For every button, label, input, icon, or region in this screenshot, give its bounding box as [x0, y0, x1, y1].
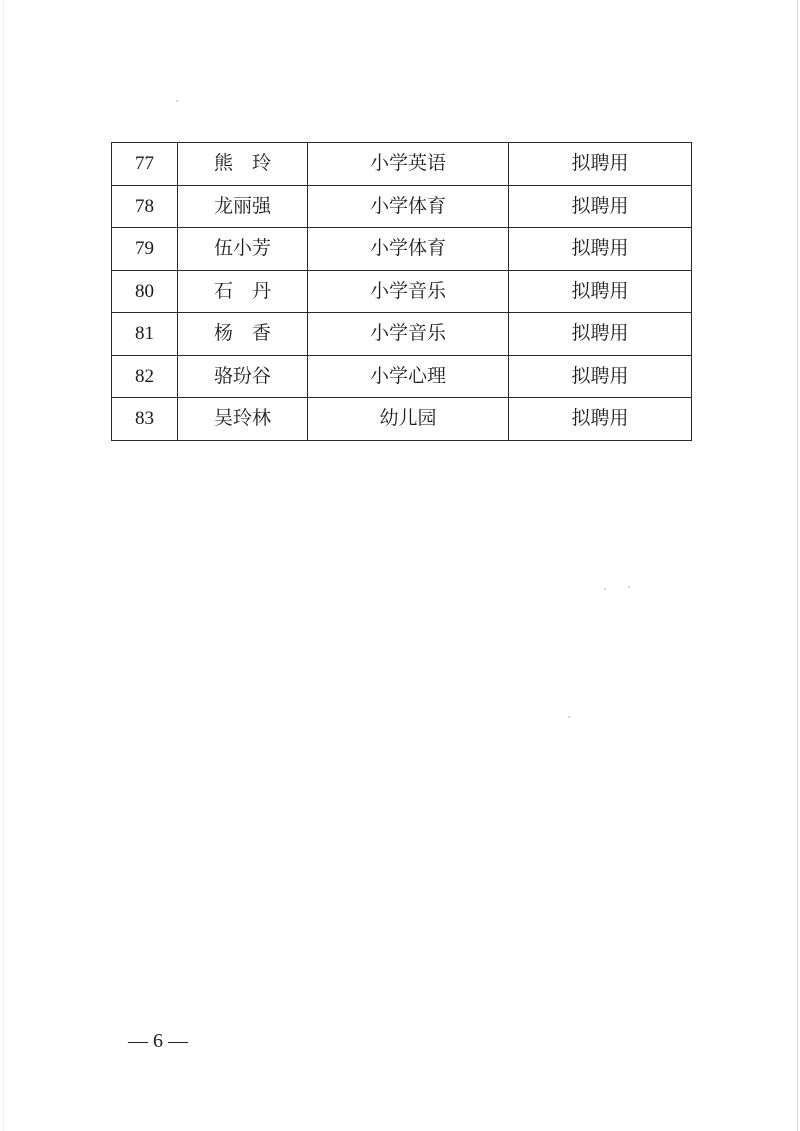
status-cell: 拟聘用 — [509, 143, 692, 186]
subject-cell: 小学音乐 — [308, 313, 509, 356]
name-cell: 熊 玲 — [178, 143, 308, 186]
status-cell: 拟聘用 — [509, 398, 692, 441]
name-cell: 吴玲林 — [178, 398, 308, 441]
table-row — [112, 313, 692, 356]
scan-edge-right — [797, 0, 798, 1131]
scan-speck — [628, 586, 630, 588]
subject-cell: 小学音乐 — [308, 270, 509, 313]
scan-speck — [176, 100, 178, 102]
table-row — [112, 185, 692, 228]
name-cell: 杨 香 — [178, 313, 308, 356]
subject-cell: 小学体育 — [308, 228, 509, 271]
roster-table-body — [112, 143, 692, 441]
row-number-cell: 78 — [112, 185, 178, 228]
row-number-cell: 81 — [112, 313, 178, 356]
row-number-cell: 77 — [112, 143, 178, 186]
name-cell: 骆玢谷 — [178, 355, 308, 398]
table-row — [112, 398, 692, 441]
name-cell: 石 丹 — [178, 270, 308, 313]
subject-cell: 小学体育 — [308, 185, 509, 228]
table-row — [112, 355, 692, 398]
row-number-cell: 82 — [112, 355, 178, 398]
scan-speck — [604, 588, 606, 590]
status-cell: 拟聘用 — [509, 270, 692, 313]
status-cell: 拟聘用 — [509, 313, 692, 356]
table-row — [112, 228, 692, 271]
status-cell: 拟聘用 — [509, 228, 692, 271]
row-number-cell: 80 — [112, 270, 178, 313]
hiring-roster-table — [111, 142, 692, 441]
status-cell: 拟聘用 — [509, 185, 692, 228]
name-cell: 伍小芳 — [178, 228, 308, 271]
page-number: — 6 — — [128, 1030, 188, 1052]
row-number-cell: 79 — [112, 228, 178, 271]
row-number-cell: 83 — [112, 398, 178, 441]
status-cell: 拟聘用 — [509, 355, 692, 398]
name-cell: 龙丽强 — [178, 185, 308, 228]
subject-cell: 小学英语 — [308, 143, 509, 186]
scan-speck — [568, 716, 570, 718]
table-row — [112, 143, 692, 186]
scan-edge-left — [3, 0, 4, 1131]
subject-cell: 幼儿园 — [308, 398, 509, 441]
table-row — [112, 270, 692, 313]
subject-cell: 小学心理 — [308, 355, 509, 398]
